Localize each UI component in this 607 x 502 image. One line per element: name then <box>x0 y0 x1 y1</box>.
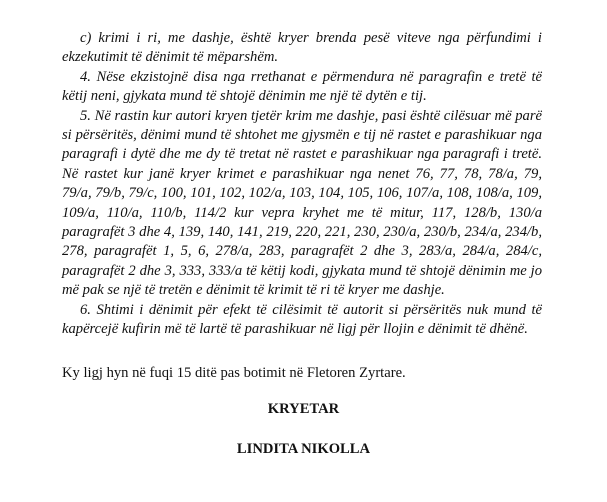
paragraph-5: 5. Në rastin kur autori kryen tjetër krim me dashje, pasi është cilësuar më parë si përsëritës, dënimi mund të shtohet me gjysmën e tij në rastet e parashikuar nga paragrafi i dytë dhe me dy të tretat në rastet e parashikuar nga paragrafi i tretë. Në rastet kur janë kryer krimet e parashikuar nga nenet 76, 77, 78, 78/a, 79, 79/a, 79/b, 79/c, 100, 101, 102, 102/a, 103, 104, 105, 106, 107/a, 108, 108/a, 109, 109/a, 110/a, 110/b, 114/2 kur vepra kryhet me të mitur, 117, 128/b, 130/a paragrafët 3 dhe 4, 139, 140, 141, 219, 220, 221, 230, 230/a, 230/b, 234/a, 234/b, 278, paragrafët 1, 5, 6, 278/a, 283, paragrafët 2 dhe 3, 283/a, 284/a, 284/c, paragrafët 2 dhe 3, 333, 333/a të këtij kodi, gjykata mund të shtojë dënimin me jo më pak se një të tretën e dënimit të krimit të ri të kryer me dashje. <box>62 107 542 299</box>
document-page <box>62 29 542 383</box>
closing-statement: Ky ligj hyn në fuqi 15 ditë pas botimit në Fletoren Zyrtare. <box>62 364 406 381</box>
signature-name: LINDITA NIKOLLA <box>236 441 371 457</box>
paragraph-4: 4. Nëse ekzistojnë disa nga rrethanat e përmendura në paragrafin e tretë të këtij neni, gjykata mund të shtojë dënimin me një të dytën e tij. <box>62 68 542 105</box>
paragraph-3c: c) krimi i ri, me dashje, është kryer brenda pesë viteve nga përfundimi i ekzekutimit të dënimit të mëparshëm. <box>62 30 542 66</box>
signature-role: KRYETAR <box>267 401 340 417</box>
paragraph-6: 6. Shtimi i dënimit për efekt të cilësimit të autorit si përsëritës nuk mund të kapërcejë kufirin më të lartë të parashikuar në ligj për llojin e dënimit të dhënë. <box>62 301 542 338</box>
